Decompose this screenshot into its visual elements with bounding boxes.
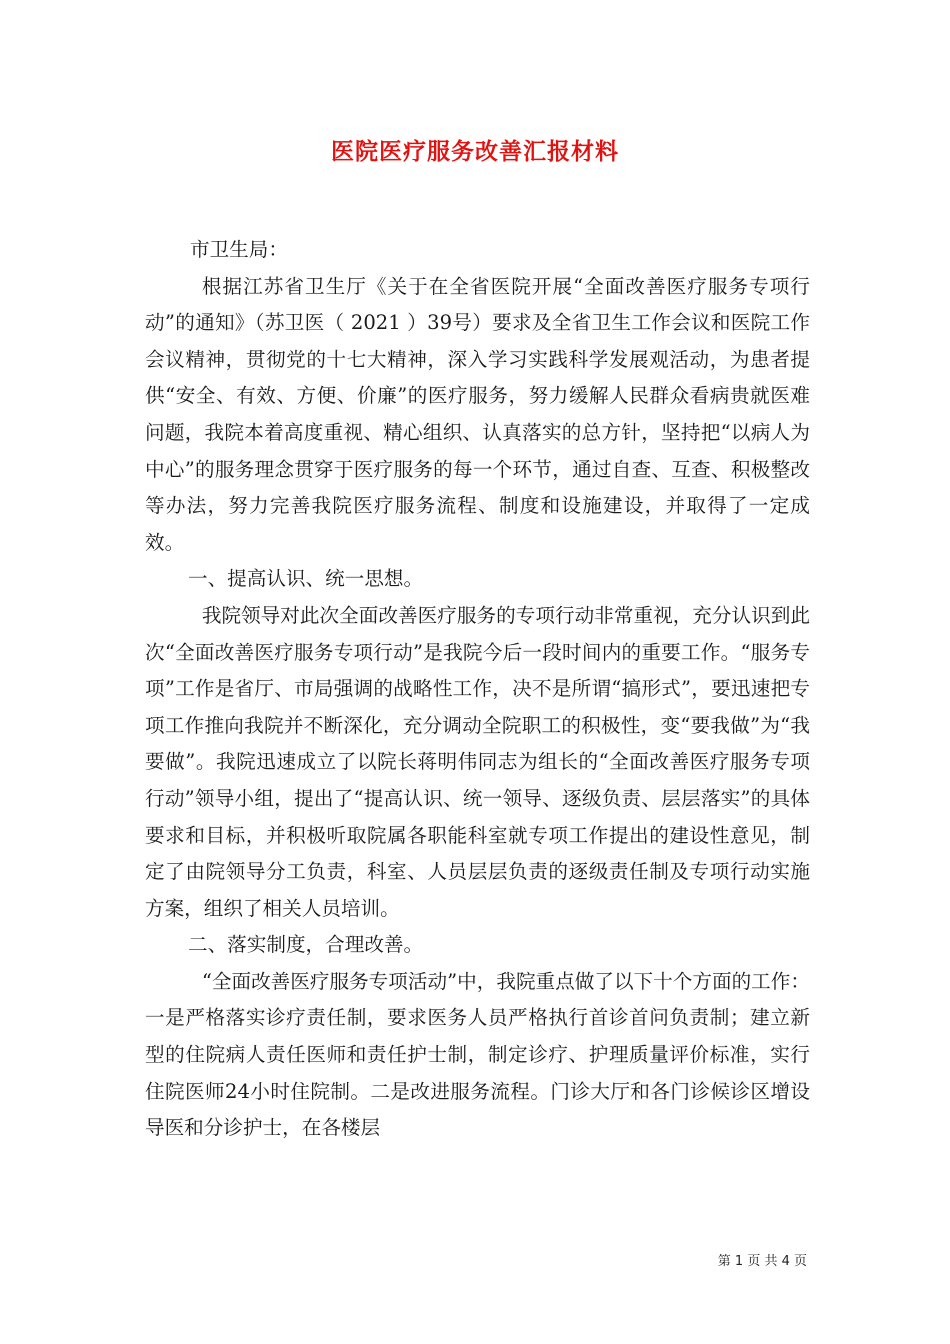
document-title: 医院医疗服务改善汇报材料 [331,138,619,165]
section-heading-1: 一、提高认识、统一思想。 [188,567,424,591]
paragraph-section-2: “全面改善医疗服务专项活动”中，我院重点做了以下十个方面的工作：一是严格落实诊疗责任制，要求医务人员严格执行首诊首问负责制；建立新型的住院病人责任医师和责任护士制，制定诊疗、护理质量评价标准，实行住院医师24小时住院制。二是改进服务流程。门诊大厅和各门诊候诊区增设导医和分诊护士，在各楼层 [145,969,810,1140]
section-heading-2: 二、落实制度，合理改善。 [188,933,424,957]
salutation: 市卫生局： [190,238,288,261]
paragraph-section-1: 我院领导对此次全面改善医疗服务的专项行动非常重视，充分认识到此次“全面改善医疗服务专项行动”是我院今后一段时间内的重要工作。“服务专项”工作是省厅、市局强调的战略性工作，决不是所谓“搞形式”，要迅速把专项工作推向我院并不断深化，充分调动全院职工的积极性，变“要我做”为“我要做”。我院迅速成立了以院长蒋明伟同志为组长的“全面改善医疗服务专项行动”领导小组，提出了“提高认识、统一领导、逐级负责、层层落实”的具体要求和目标，并积极听取院属各职能科室就专项工作提出的建设性意见，制定了由院领导分工负责，科室、人员层层负责的逐级责任制及专项行动实施方案，组织了相关人员培训。 [145,603,810,920]
page-number: 第 1 页 共 4 页 [717,1254,807,1269]
paragraph-intro: 根据江苏省卫生厅《关于在全省医院开展“全面改善医疗服务专项行动”的通知》（苏卫医（ 2021 ）39号）要求及全省卫生工作会议和医院工作会议精神，贯彻党的十七大精神，深入学习实践科学发展观活动，为患者提供“安全、有效、方便、价廉”的医疗服务，努力缓解人民群众看病贵就医难问题，我院本着高度重视、精心组织、认真落实的总方针，坚持把“以病人为中心”的服务理念贯穿于医疗服务的每一个环节，通过自查、互查、积极整改等办法，努力完善我院医疗服务流程、制度和设施建设，并取得了一定成效。 [145,274,810,554]
document-body [145,232,810,1147]
